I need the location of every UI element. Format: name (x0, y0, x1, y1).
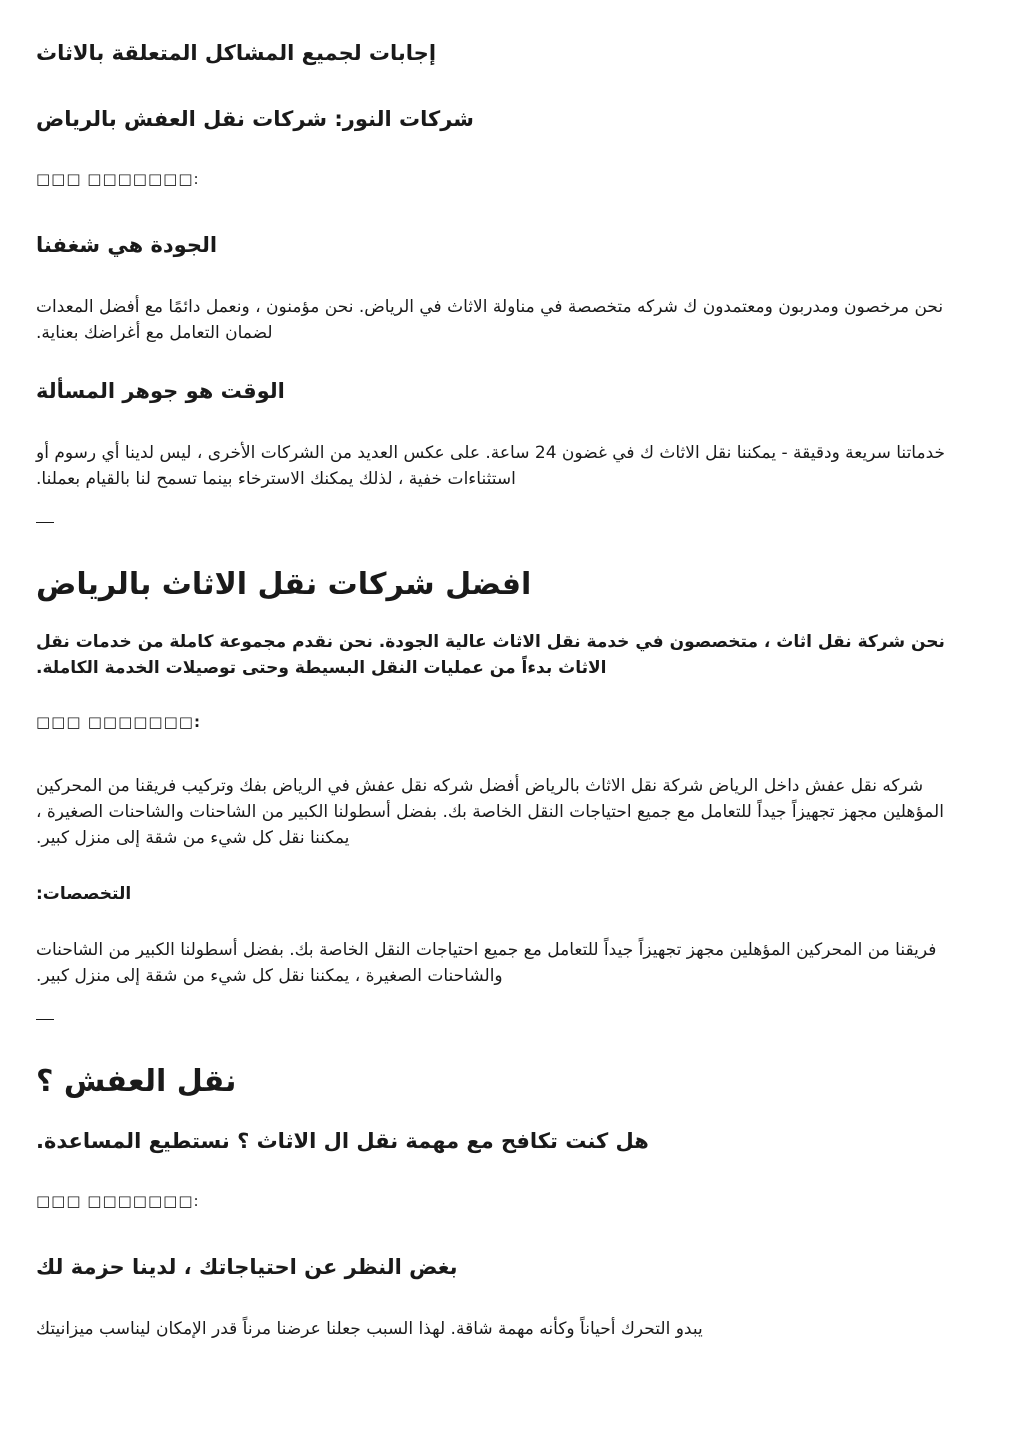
section-heading-furniture-moving: نقل العفش ؟ (36, 1064, 237, 1099)
package-paragraph: يبدو التحرك أحياناً وكأنه مهمة شاقة. لهذا السبب جعلنا عرضنا مرناً قدر الإمكان ليناسب ميزانيتك (36, 1319, 703, 1339)
intro-paragraph: نحن شركة نقل اثاث ، متخصصون في خدمة نقل الاثاث عالية الجودة. نحن نقدم مجموعة كاملة من خدمات نقل الاثاث بدءاً من عمليات النقل البسيطة وحتى توصيلات الخدمة الكاملة. (36, 632, 945, 678)
quality-heading: الجودة هي شغفنا (36, 233, 218, 257)
placeholder-label: □□□ □□□□□□□: (36, 170, 200, 188)
time-paragraph: خدماتنا سريعة ودقيقة - يمكننا نقل الاثاث ك في غضون 24 ساعة. على عكس العديد من الشركات الأخرى ، ليس لدينا أي رسوم أو استثناءات خفية ، لذلك يمكنك الاسترخاء بينما تسمح لنا بالقيام بعملنا. (36, 443, 946, 489)
section-heading-best-companies: افضل شركات نقل الاثاث بالرياض (36, 567, 532, 602)
package-heading: بغض النظر عن احتياجاتك ، لدينا حزمة لك (36, 1255, 458, 1279)
time-heading: الوقت هو جوهر المسألة (36, 379, 285, 403)
help-subheading: هل كنت تكافح مع مهمة نقل ال الاثاث ؟ نستطيع المساعدة. (36, 1129, 649, 1153)
page-title: إجابات لجميع المشاكل المتعلقة بالاثاث (36, 41, 437, 65)
section-divider (36, 522, 54, 523)
page-subtitle: شركات النور: شركات نقل العفش بالرياض (36, 107, 474, 131)
quality-paragraph: نحن مرخصون ومدربون ومعتمدون ك شركه متخصصة في مناولة الاثاث في الرياض. نحن مؤمنون ، ونعمل دائمًا مع أفضل المعدات لضمان التعامل مع أغراضك بعناية. (36, 297, 944, 343)
specialties-label: التخصصات: (36, 884, 132, 904)
services-paragraph: شركه نقل عفش داخل الرياض شركة نقل الاثاث بالرياض أفضل شركه نقل عفش في الرياض بفك وتركيب فريقنا من المحركين المؤهلين مجهز تجهيزاً جيداً للتعامل مع جميع احتياجات النقل الخاصة بك. بفضل أسطولنا الكبير من الشاحنات والشاحنات الصغيرة ، يمكننا نقل كل شيء من شقة إلى منزل كبير. (36, 776, 944, 848)
placeholder-label: □□□ □□□□□□□: (36, 1192, 200, 1210)
specialties-paragraph: فريقنا من المحركين المؤهلين مجهز تجهيزاً جيداً للتعامل مع جميع احتياجات النقل الخاصة بك. بفضل أسطولنا الكبير من الشاحنات والشاحنات الصغيرة ، يمكننا نقل كل شيء من شقة إلى منزل كبير. (36, 940, 937, 986)
placeholder-label: □□□ □□□□□□□: (36, 713, 201, 731)
section-divider (36, 1019, 54, 1020)
